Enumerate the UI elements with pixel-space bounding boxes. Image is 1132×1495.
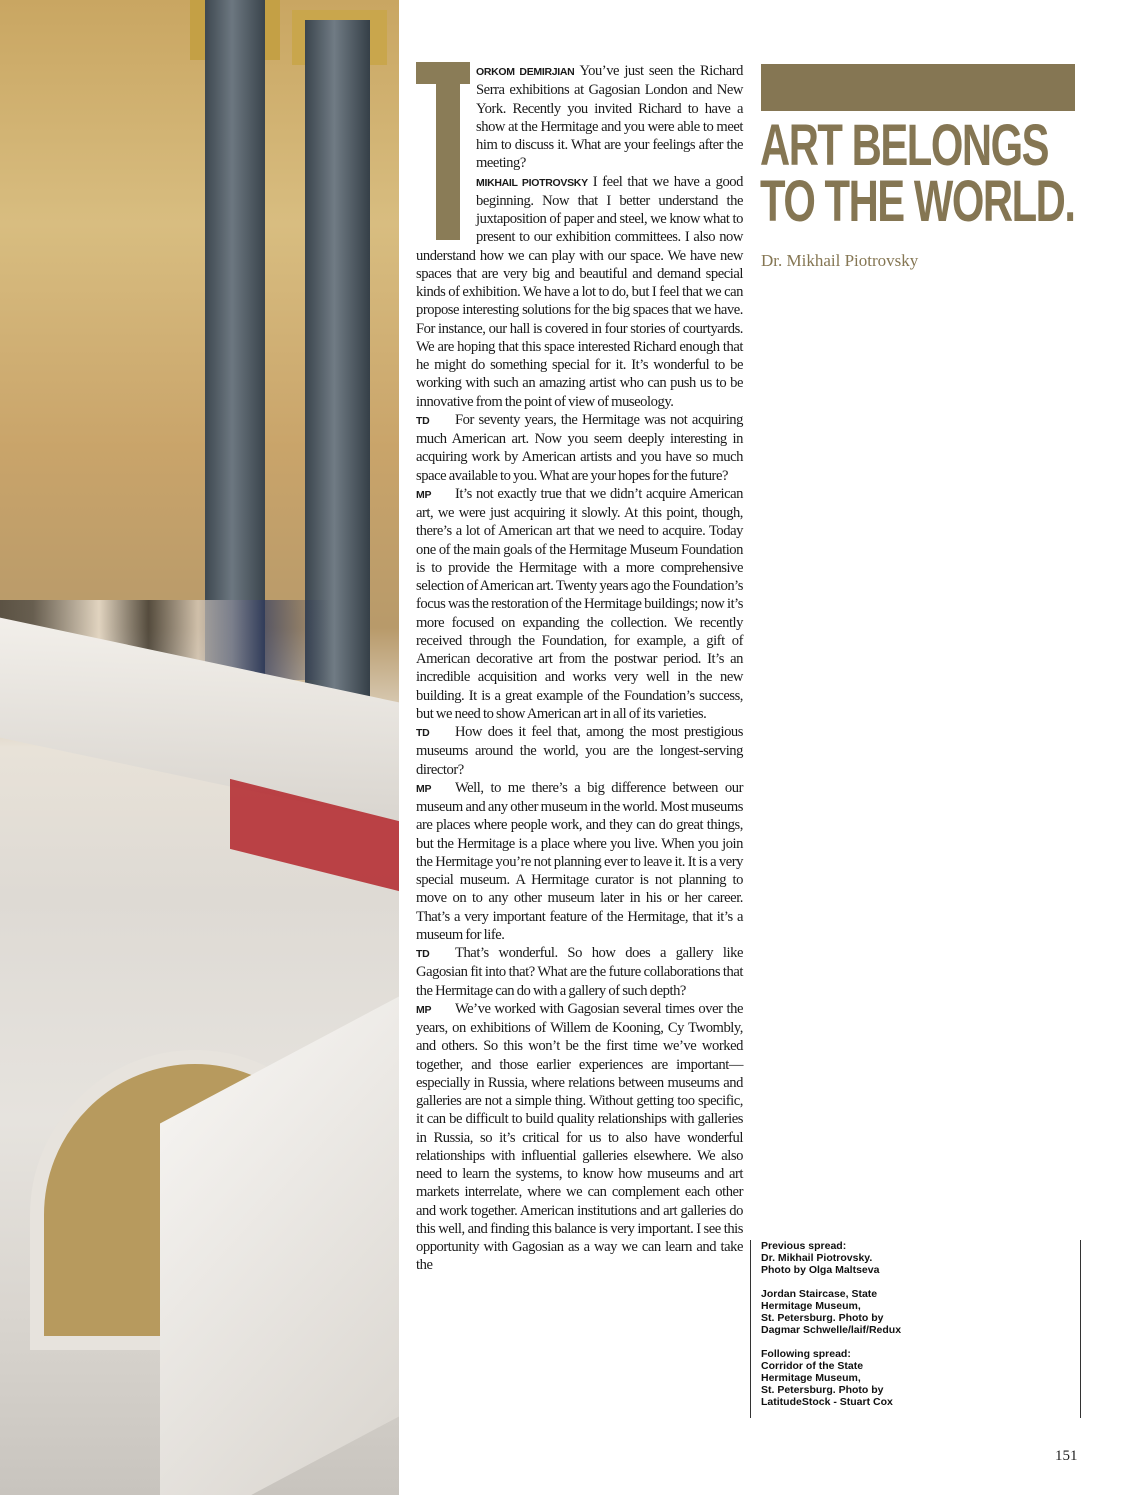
photo-captions: [750, 1240, 1081, 1418]
drop-cap: [416, 62, 472, 240]
caption: Following spread: Corridor of the State Hermitage Museum, St. Petersburg. Photo by LatitudeStock - Stuart Cox: [761, 1348, 893, 1408]
paragraph: MIKHAIL PIOTROVSKY I feel that we have a good beginning. Now that I better understand the juxtaposition of paper and steel, we know what to present to our exhibition committees. I also now understand how we can play with our space. We have new spaces that are very big and beautiful and demand special kinds of exhibition. We have a lot to do, but I feel that we can propose interesting solutions for the big spaces that we have. For instance, our hall is covered in four stories of courtyards. We are hoping that this space interested Richard enough that he might do something special for it. It’s wonderful to be working with such an amazing artist who can push us to be innovative from the point of view of museology.: [416, 173, 743, 410]
qa-section: [416, 411, 743, 1275]
paragraph: MP It’s not exactly true that we didn’t acquire American art, we were just acquiring it slowly. At this point, though, there’s a lot of American art that we need to acquire. Today one of the main goals of the Hermitage Museum Foundation is to provide the Hermitage with a more comprehensive selection of American art. Twenty years ago the Foundation’s focus was the restoration of the Hermitage buildings; now it’s more focused on expanding the collection. We recently received through the Foundation, for example, a gift of American decorative art from the postwar period. It’s an incredible acquisition and works very well in the new building. It is a great example of the Foundation’s success, but we need to show American art in all of its varieties.: [416, 485, 744, 722]
headline: ART BELONGS TO THE WORLD.: [760, 113, 1075, 234]
header-banner: [761, 64, 1075, 111]
page-number: 151: [1055, 1448, 1078, 1464]
staircase-photo: [0, 0, 399, 1495]
speaker-label: MP: [416, 488, 432, 501]
interview-text: [416, 62, 743, 1275]
speaker-label: ORKOM DEMIRJIAN: [476, 66, 575, 78]
speaker-label: MP: [416, 1003, 432, 1016]
speaker-label: MIKHAIL PIOTROVSKY: [476, 176, 588, 189]
granite-column: [305, 20, 370, 700]
byline: Dr. Mikhail Piotrovsky: [761, 251, 919, 270]
caption: Previous spread: Dr. Mikhail Piotrovsky. Photo by Olga Maltseva: [761, 1240, 880, 1276]
paragraph: MP Well, to me there’s a big difference between our museum and any other museum in the world. Most museums are places where people work, and they can do great things, but the Hermitage is a place where you live. When you join the Hermitage you’re not planning ever to leave it. It is a very special museum. A Hermitage curator is not planning to move on to any other museum later in his or her career. That’s a very important feature of the Hermitage, that it’s a museum for life.: [416, 779, 743, 943]
paragraph: TD For seventy years, the Hermitage was not acquiring much American art. Now you seem deeply interesting in acquiring work by American artists and you have so much space available to you. What are your hopes for the future?: [416, 411, 743, 484]
paragraph: TD How does it feel that, among the most prestigious museums around the world, you are the longest-serving director?: [416, 724, 743, 778]
speaker-label: TD: [416, 727, 430, 739]
paragraph: ORKOM DEMIRJIAN You’ve just seen the Richard Serra exhibitions at Gagosian London and New York. Recently you invited Richard to have a show at the Hermitage and you were able to meet him to discuss it. What are your feelings after the meeting?: [476, 63, 743, 172]
speaker-label: TD: [416, 414, 430, 427]
speaker-label: MP: [416, 782, 432, 795]
paragraph: TD That’s wonderful. So how does a gallery like Gagosian fit into that? What are the future collaborations that the Hermitage can do with a gallery of such depth?: [416, 945, 743, 999]
caption: Jordan Staircase, State Hermitage Museum, St. Petersburg. Photo by Dagmar Schwelle/laif/Redux: [761, 1288, 902, 1336]
speaker-label: TD: [416, 948, 430, 960]
granite-column: [205, 0, 265, 690]
paragraph: MP We’ve worked with Gagosian several times over the years, on exhibitions of Willem de Kooning, Cy Twombly, and others. So this won’t be the first time we’ve worked together, and those earlier experiences are important—especially in Russia, where relations between museums and galleries are not a simple thing. Without getting too specific, it can be difficult to build quality relationships with galleries in Russia, so it’s critical for us to also have wonderful relationships with influential galleries elsewhere. We also need to learn the systems, to know how museums and art markets interrelate, where we can complement each other and work together. American institutions and art galleries do this well, and finding this balance is very important. I see this opportunity with Gagosian as a way we can learn and take the: [416, 1000, 743, 1274]
